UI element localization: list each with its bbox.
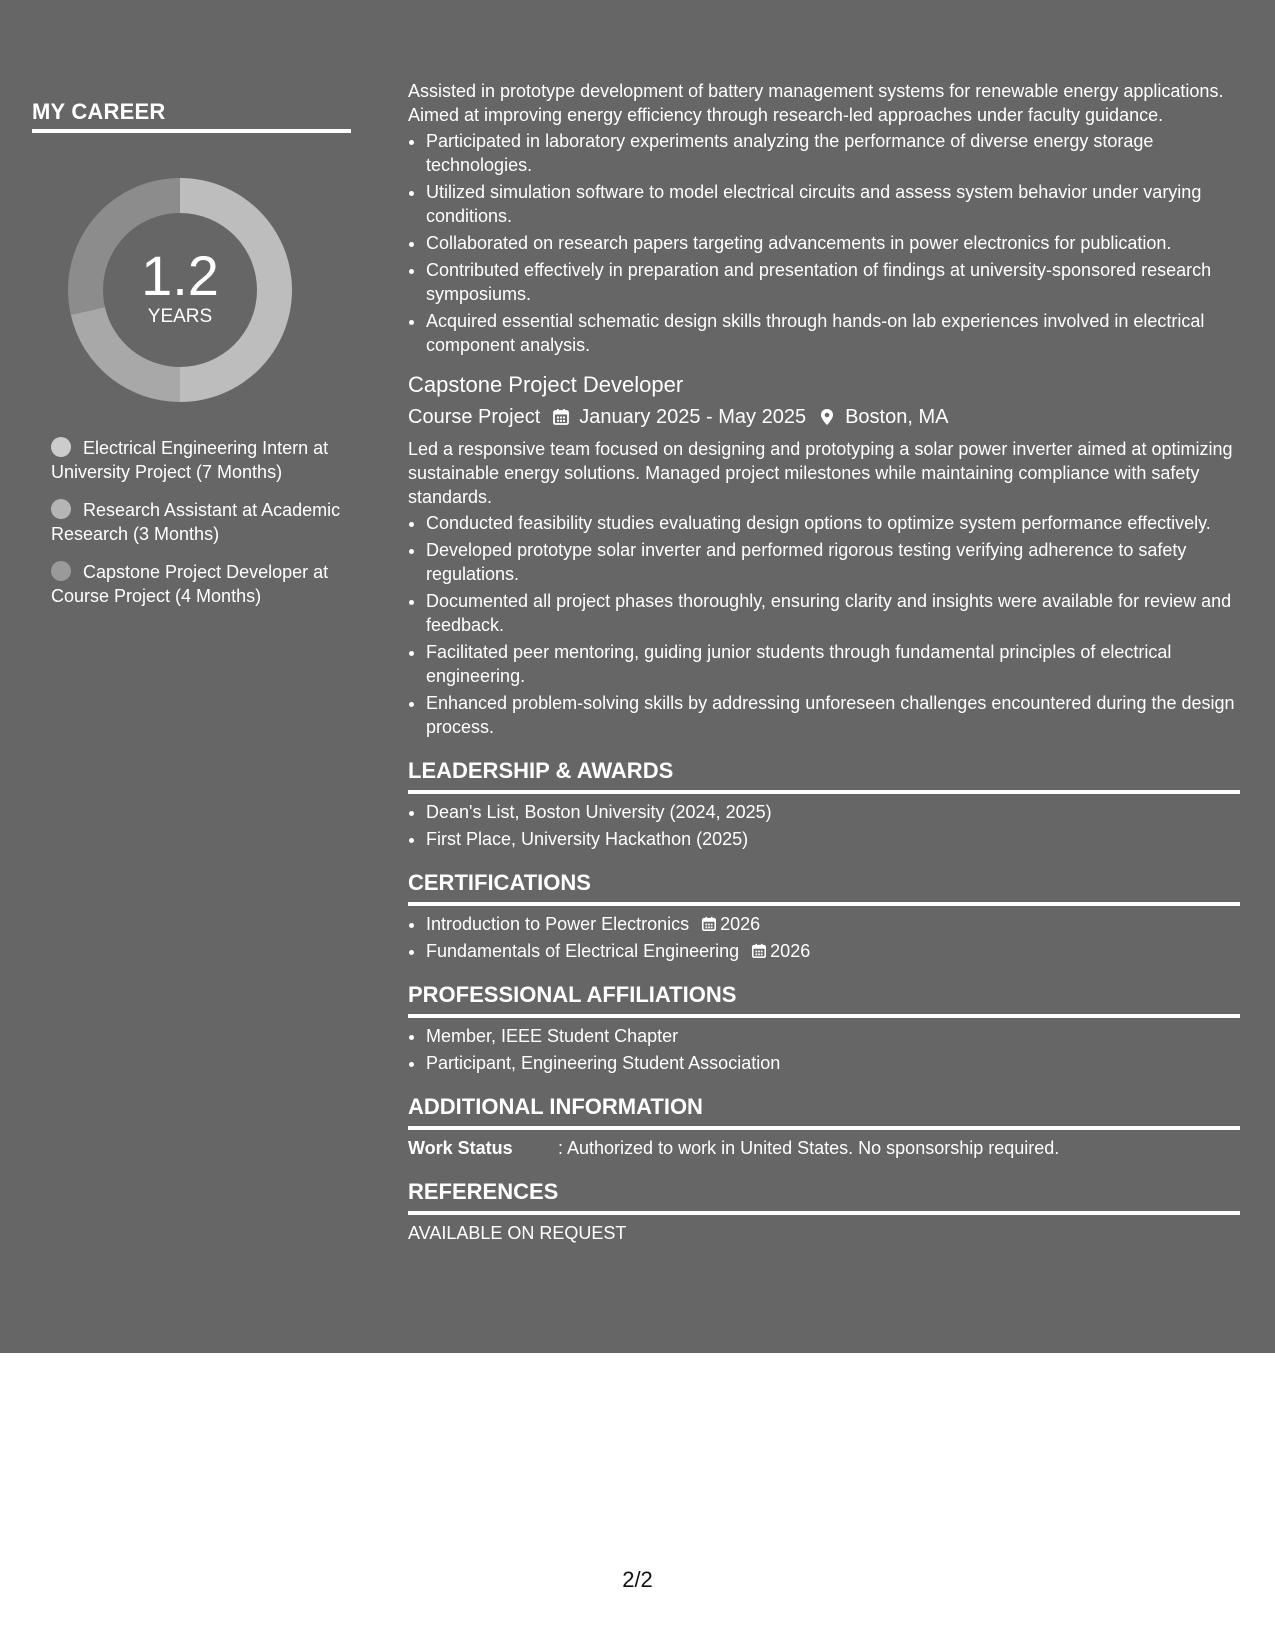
research-bullets bbox=[408, 129, 1240, 357]
legend-dot-icon bbox=[51, 499, 71, 519]
certifications-list bbox=[408, 912, 1240, 963]
work-status-label: Work Status bbox=[408, 1138, 513, 1158]
certifications-heading: CERTIFICATIONS bbox=[408, 869, 1240, 906]
list-item: • First Place, University Hackathon (2025) bbox=[426, 827, 1240, 851]
job-title: Capstone Project Developer bbox=[408, 372, 684, 397]
page-number: 2/2 bbox=[622, 1567, 653, 1592]
awards-list bbox=[408, 800, 1240, 851]
affiliations-heading: PROFESSIONAL AFFILIATIONS bbox=[408, 981, 1240, 1018]
references-heading: REFERENCES bbox=[408, 1178, 1240, 1215]
cert-name: Fundamentals of Electrical Engineering bbox=[426, 941, 740, 961]
list-item: • Collaborated on research papers targeting advancements in power electronics for publication. bbox=[426, 231, 1240, 255]
list-item: • Facilitated peer mentoring, guiding junior students through fundamental principles of electrical engineering. bbox=[426, 640, 1240, 688]
list-item: • Conducted feasibility studies evaluating design options to optimize system performance effectively. bbox=[426, 511, 1240, 535]
list-item: • Documented all project phases thoroughly, ensuring clarity and insights were available for review and feedback. bbox=[426, 589, 1240, 637]
work-status-value: : Authorized to work in United States. No sponsorship required. bbox=[558, 1138, 1060, 1158]
list-item: • Participant, Engineering Student Association bbox=[426, 1051, 1240, 1075]
research-description: Assisted in prototype development of battery management systems for renewable energy applications. Aimed at improving energy efficiency through research-led approaches under faculty guidance. bbox=[408, 81, 1224, 125]
list-item: • Utilized simulation software to model electrical circuits and assess system behavior under varying conditions. bbox=[426, 180, 1240, 228]
calendar-icon bbox=[751, 943, 767, 959]
donut-center bbox=[67, 177, 293, 403]
career-section-title: MY CAREER bbox=[32, 99, 351, 133]
legend-item bbox=[51, 436, 351, 484]
additional-info-heading: ADDITIONAL INFORMATION bbox=[408, 1093, 1240, 1130]
list-item: • Developed prototype solar inverter and performed rigorous testing verifying adherence to safety regulations. bbox=[426, 538, 1240, 586]
career-total-value: 1.2 bbox=[141, 244, 219, 307]
career-total-unit: YEARS bbox=[147, 306, 213, 327]
legend-item bbox=[51, 498, 351, 546]
job-dates: January 2025 - May 2025 bbox=[579, 406, 807, 428]
list-item: • Enhanced problem-solving skills by addressing unforeseen challenges encountered during the design process. bbox=[426, 691, 1240, 739]
legend-label: Research Assistant at Academic Research (3 Months) bbox=[51, 500, 341, 544]
list-item: • Participated in laboratory experiments analyzing the performance of diverse energy storage technologies. bbox=[426, 129, 1240, 177]
list-item bbox=[426, 939, 1240, 963]
job-description: Led a responsive team focused on designing and prototyping a solar power inverter aimed at optimizing sustainable energy solutions. Managed project milestones while maintaining compliance with safety standards. bbox=[408, 439, 1233, 507]
awards-heading: LEADERSHIP & AWARDS bbox=[408, 757, 1240, 794]
calendar-icon bbox=[701, 916, 717, 932]
job-location: Boston, MA bbox=[845, 406, 949, 428]
right-column bbox=[408, 79, 1240, 1245]
career-legend bbox=[51, 436, 351, 622]
legend-label: Electrical Engineering Intern at University Project (7 Months) bbox=[51, 438, 329, 482]
job-bullets bbox=[408, 511, 1240, 739]
references-text: AVAILABLE ON REQUEST bbox=[408, 1223, 627, 1243]
list-item: • Contributed effectively in preparation and presentation of findings at university-sponsored research symposiums. bbox=[426, 258, 1240, 306]
cert-name: Introduction to Power Electronics bbox=[426, 914, 690, 934]
legend-dot-icon bbox=[51, 561, 71, 581]
cert-year: 2026 bbox=[770, 941, 811, 961]
location-pin-icon bbox=[818, 408, 836, 426]
work-status-row bbox=[408, 1136, 1240, 1160]
legend-dot-icon bbox=[51, 437, 71, 457]
job-org: Course Project bbox=[408, 406, 541, 428]
list-item: • Acquired essential schematic design skills through hands-on lab experiences involved in electrical component analysis. bbox=[426, 309, 1240, 357]
job-meta bbox=[408, 403, 1240, 431]
legend-label: Capstone Project Developer at Course Project (4 Months) bbox=[51, 562, 329, 606]
list-item bbox=[426, 912, 1240, 936]
cert-year: 2026 bbox=[720, 914, 761, 934]
list-item: • Dean's List, Boston University (2024, 2025) bbox=[426, 800, 1240, 824]
list-item: • Member, IEEE Student Chapter bbox=[426, 1024, 1240, 1048]
affiliations-list bbox=[408, 1024, 1240, 1075]
legend-item bbox=[51, 560, 351, 608]
calendar-icon bbox=[552, 408, 570, 426]
